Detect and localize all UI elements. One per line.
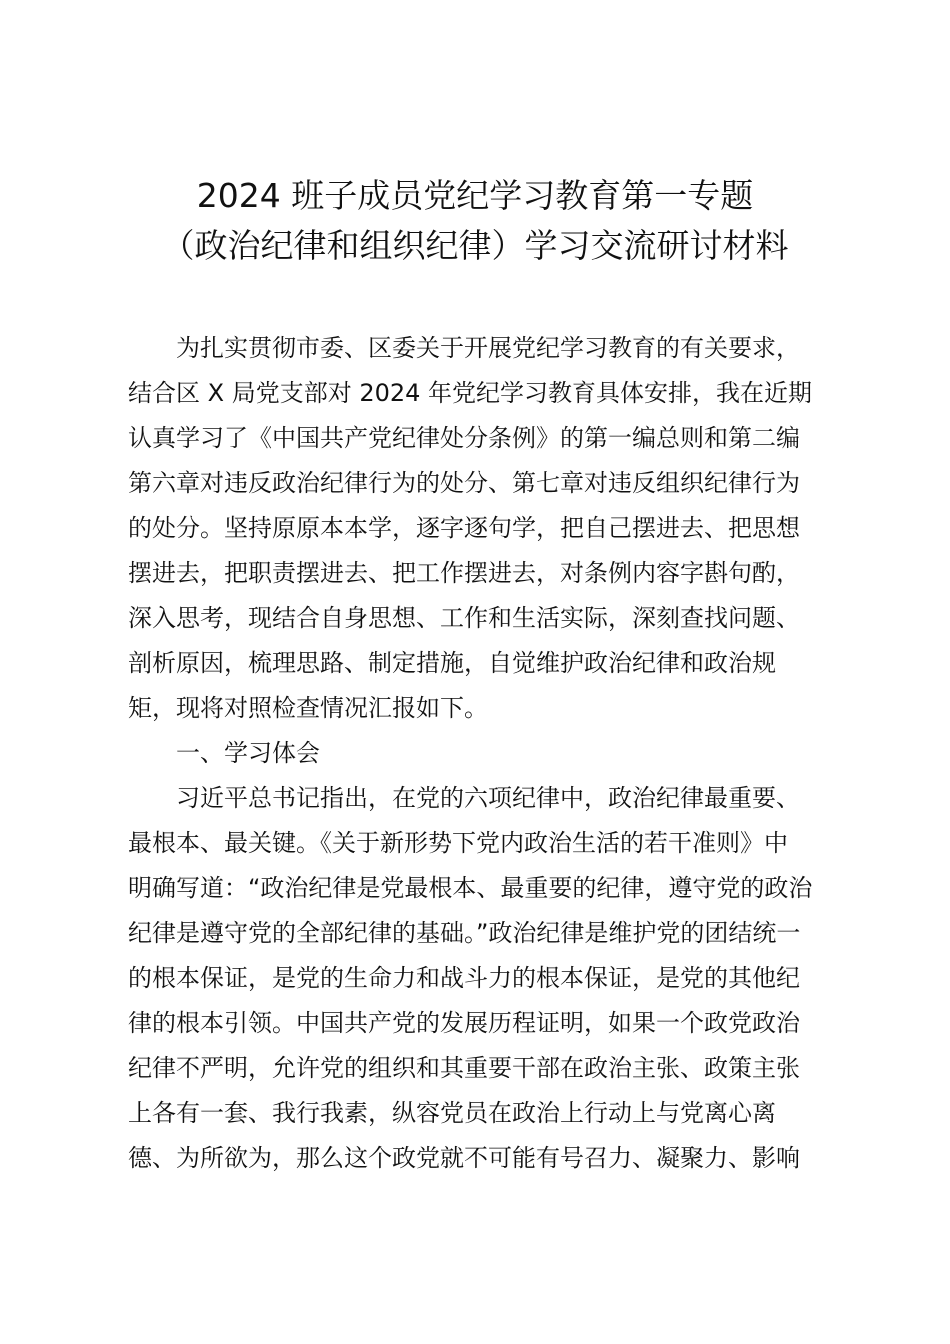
document-title-line-2: （政治纪律和组织纪律）学习交流研讨材料 (161, 226, 789, 265)
paragraph-line: 纪律不严明，允许党的组织和其重要干部在政治主张、政策主张 (128, 1054, 800, 1082)
paragraph-line: 深入思考，现结合自身思想、工作和生活实际，深刻查找问题、 (128, 604, 800, 632)
paragraph-line: 上各有一套、我行我素，纵容党员在政治上行动上与党离心离 (128, 1099, 776, 1127)
paragraph-line: 律的根本引领。中国共产党的发展历程证明，如果一个政党政治 (128, 1009, 800, 1037)
paragraph-line: 剖析原因，梳理思路、制定措施，自觉维护政治纪律和政治规 (128, 649, 776, 677)
paragraph-line: 第六章对违反政治纪律行为的处分、第七章对违反组织纪律行为 (128, 469, 800, 497)
paragraph-line: 的根本保证，是党的生命力和战斗力的根本保证，是党的其他纪 (128, 964, 800, 992)
paragraph-line: 的处分。坚持原原本本学，逐字逐句学，把自己摆进去、把思想 (128, 514, 800, 542)
paragraph-line: 矩，现将对照检查情况汇报如下。 (128, 694, 488, 722)
paragraph-line: 最根本、最关键。《关于新形势下党内政治生活的若干准则》中 (128, 829, 788, 857)
paragraph-line: 认真学习了《中国共产党纪律处分条例》的第一编总则和第二编 (128, 424, 800, 452)
paragraph-line: 为扎实贯彻市委、区委关于开展党纪学习教育的有关要求， (176, 334, 800, 362)
paragraph-line: 德、为所欲为，那么这个政党就不可能有号召力、凝聚力、影响 (128, 1144, 800, 1172)
paragraph-line: 明确写道：“政治纪律是党最根本、最重要的纪律，遵守党的政治 (128, 874, 813, 902)
paragraph-line: 习近平总书记指出，在党的六项纪律中，政治纪律最重要、 (176, 784, 800, 812)
paragraph-line: 纪律是遵守党的全部纪律的基础。”政治纪律是维护党的团结统一 (128, 919, 801, 947)
section-heading: 一、学习体会 (176, 739, 320, 767)
paragraph-line: 结合区 X 局党支部对 2024 年党纪学习教育具体安排，我在近期 (128, 379, 813, 407)
paragraph-line: 摆进去，把职责摆进去、把工作摆进去，对条例内容字斟句酌， (128, 559, 800, 587)
document-title-line-1: 2024 班子成员党纪学习教育第一专题 (196, 176, 754, 215)
